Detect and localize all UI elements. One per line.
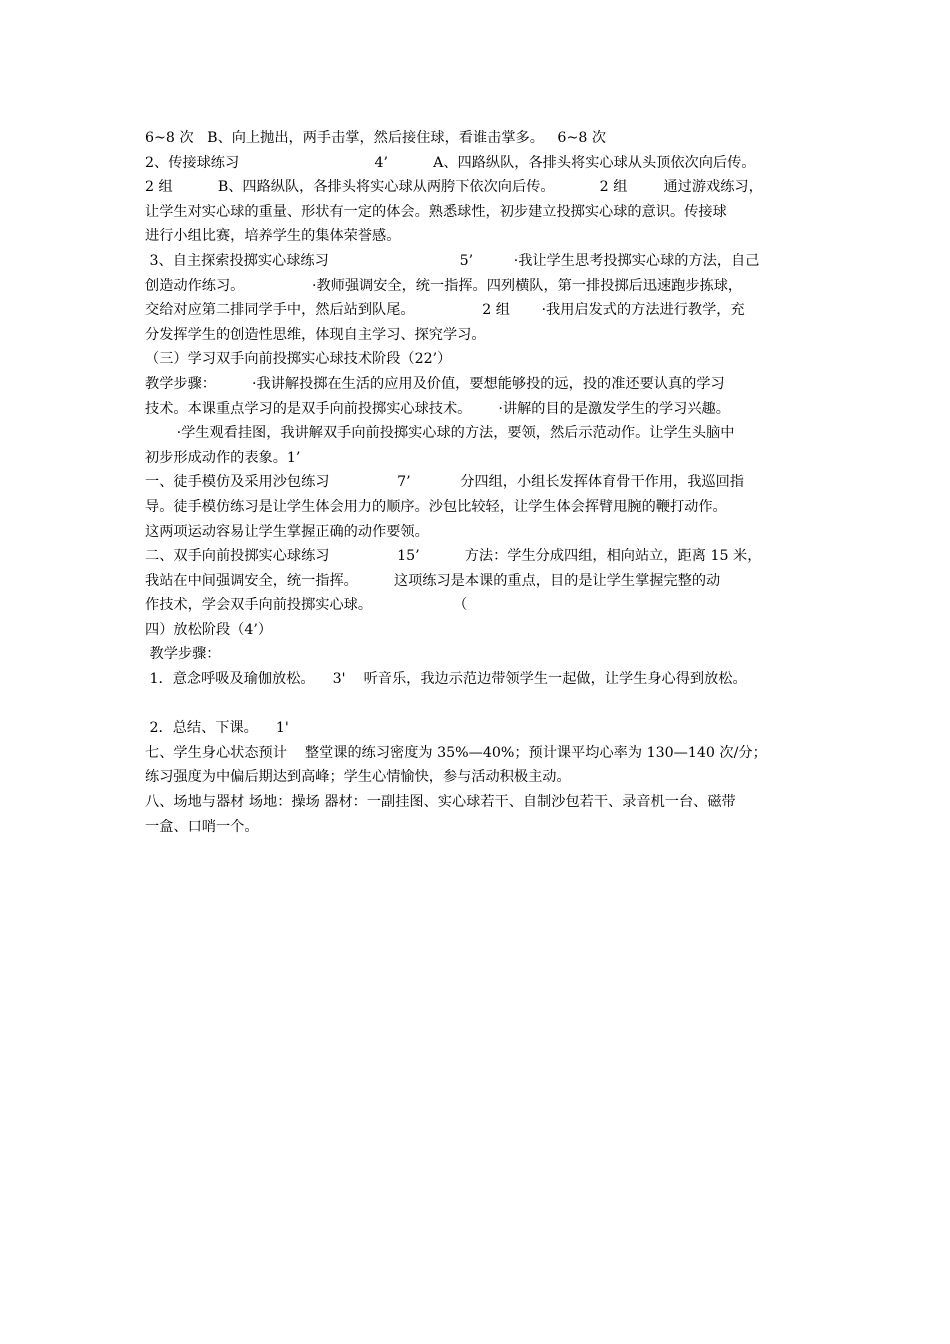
text-line: 这两项运动容易让学生掌握正确的动作要领。 — [145, 523, 429, 540]
blank-line — [145, 692, 825, 717]
text-line: 分发挥学生的创造性思维，体现自主学习、探究学习。 — [145, 326, 486, 343]
text-line: 教学步骤： ·我讲解投掷在生活的应用及价值，要想能够投的远，投的准还要认真的学习 — [145, 375, 725, 392]
text-line: ·学生观看挂图，我讲解双手向前投掷实心球的方法，要领，然后示范动作。让学生头脑中 — [145, 425, 735, 442]
section-heading: （三）学习双手向前投掷实心球技术阶段（22’） — [145, 351, 452, 368]
text-line: 2．总结、下课。 1' — [145, 720, 289, 737]
text-line: 技术。本课重点学习的是双手向前投掷实心球技术。 ·讲解的目的是激发学生的学习兴趣。 — [145, 400, 730, 417]
text-line: 进行小组比赛，培养学生的集体荣誉感。 — [145, 228, 401, 245]
text-line: 2 组 B、四路纵队，各排头将实心球从两胯下依次向后传。 2 组 通过游戏练习， — [145, 179, 763, 196]
text-line: 导。徒手模仿练习是让学生体会用力的顺序。沙包比较轻，让学生体会挥臂甩腕的鞭打动作。 — [145, 498, 727, 515]
text-line: 作技术，学会双手向前投掷实心球。 （ — [145, 597, 468, 614]
text-line: 2、传接球练习 4’ A、四路纵队，各排头将实心球从头顶依次向后传。 — [145, 154, 756, 171]
text-line: 教学步骤： — [145, 646, 221, 663]
text-line: 初步形成动作的表象。1’ — [145, 449, 301, 466]
text-line: 创造动作练习。 ·教师强调安全，统一指挥。四列横队，第一排投掷后迅速跑步拣球， — [145, 277, 743, 294]
text-line: 6~8 次 B、向上抛出，两手击掌，然后接住球，看谁击掌多。 6~8 次 — [145, 130, 607, 146]
text-line: 3、自主探索投掷实心球练习 5’ ·我让学生思考投掷实心球的方法，自己 — [145, 252, 760, 269]
text-line: 七、学生身心状态预计 整堂课的练习密度为 35%—40%；预计课平均心率为 130—140 次/分； — [145, 744, 767, 761]
document-body — [145, 126, 825, 839]
section-heading: 四）放松阶段（4’） — [145, 621, 273, 638]
text-line: 让学生对实心球的重量、形状有一定的体会。熟悉球性，初步建立投掷实心球的意识。传接球 — [145, 203, 727, 220]
text-line: 一盒、口哨一个。 — [145, 818, 259, 835]
text-line: 我站在中间强调安全，统一指挥。 这项练习是本课的重点，目的是让学生掌握完整的动 — [145, 572, 721, 589]
text-line: 1．意念呼吸及瑜伽放松。 3' 听音乐，我边示范边带领学生一起做，让学生身心得到放松。 — [145, 671, 747, 688]
text-line: 二、双手向前投掷实心球练习 15’ 方法：学生分成四组，相向站立，距离 15 米， — [145, 548, 762, 565]
text-line: 练习强度为中偏后期达到高峰；学生心情愉快，参与活动积极主动。 — [145, 769, 571, 786]
text-line: 交给对应第二排同学手中，然后站到队尾。 2 组 ·我用启发式的方法进行教学，充 — [145, 302, 745, 319]
text-line: 一、徒手模仿及采用沙包练习 7’ 分四组，小组长发挥体育骨干作用，我巡回指 — [145, 474, 744, 491]
text-line: 八、场地与器材 场地：操场 器材：一副挂图、实心球若干、自制沙包若干、录音机一台、磁带 — [145, 794, 736, 811]
